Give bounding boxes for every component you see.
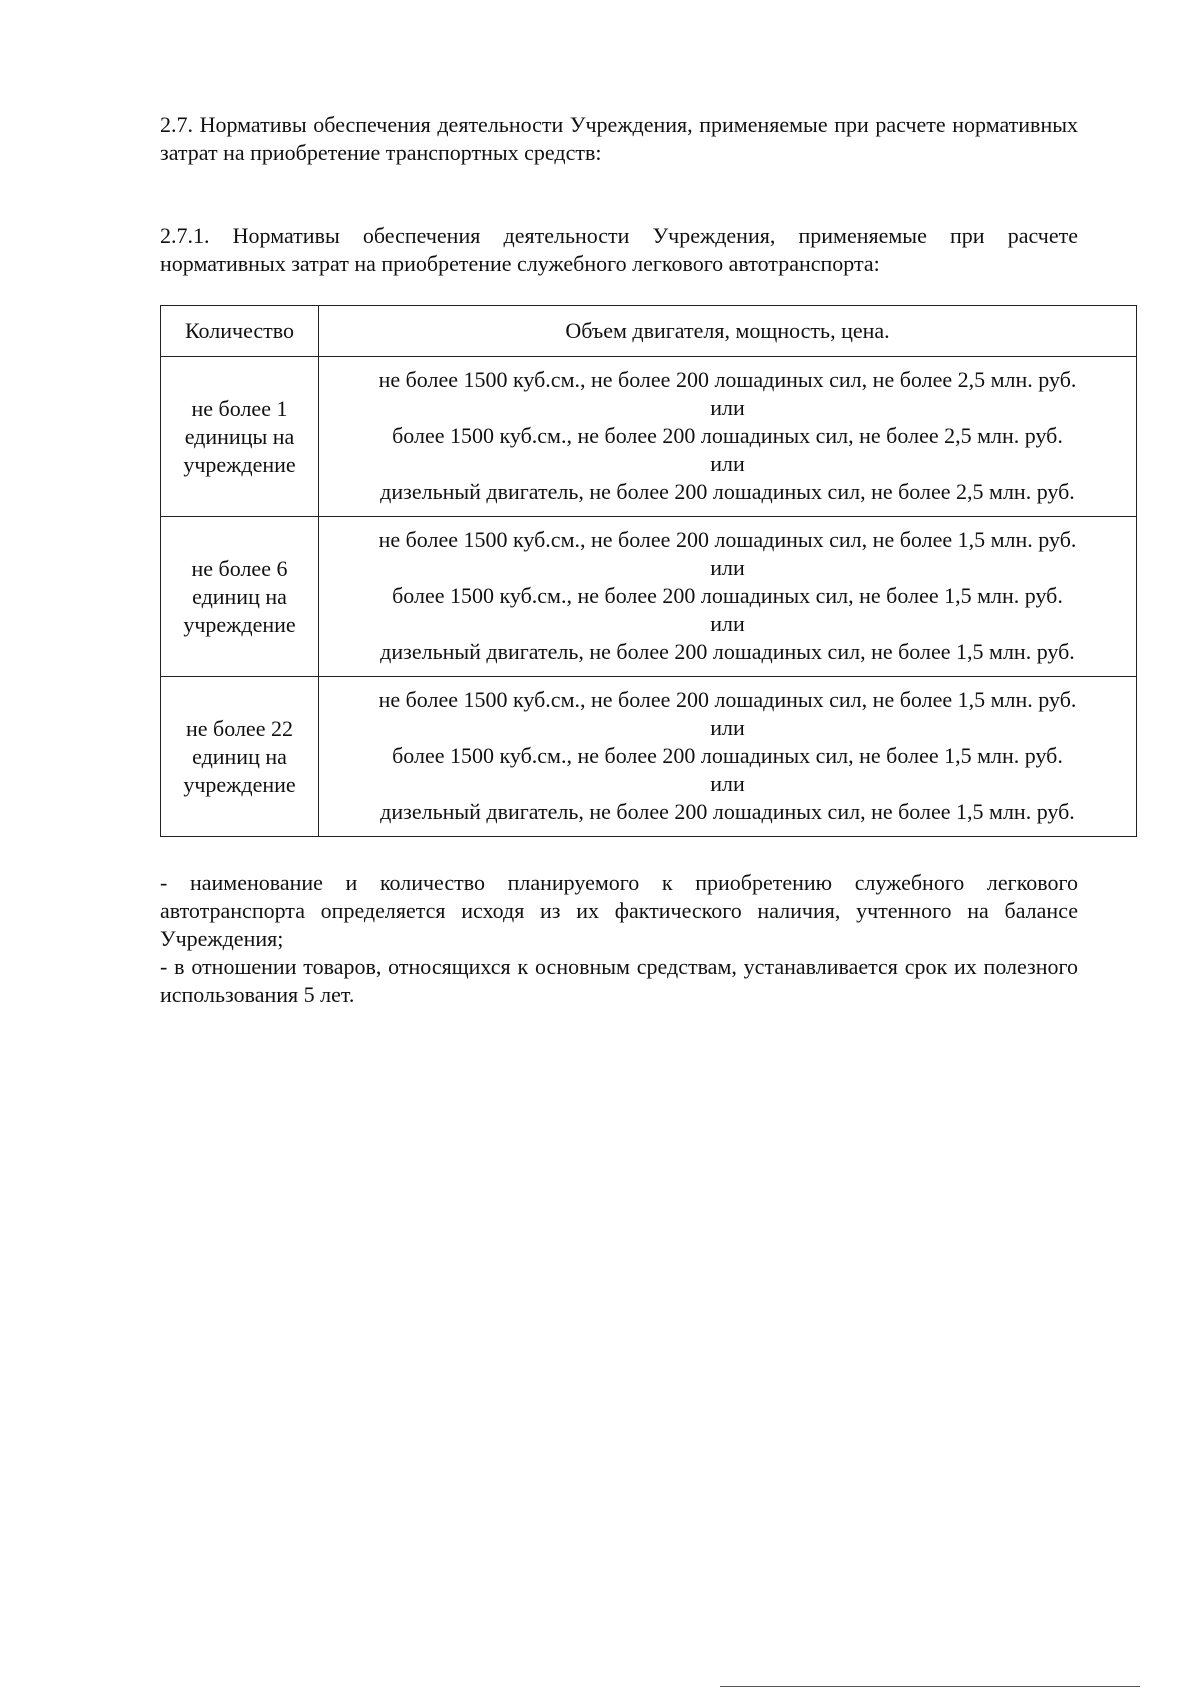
- quantity-cell: [161, 677, 319, 837]
- table-header-row: [161, 306, 1137, 357]
- quantity-line: учреждение: [183, 451, 296, 477]
- note-paragraph: - наименование и количество планируемого к приобретению служебного легкового автотранспорта определяется исходя из их фактического наличия, учтенного на балансе Учреждения;: [160, 870, 1078, 951]
- spec-cell: [319, 517, 1137, 677]
- table-row: [161, 677, 1137, 837]
- quantity-line: учреждение: [183, 611, 296, 637]
- quantity-cell: [161, 517, 319, 677]
- footer-divider: [720, 1686, 1140, 1687]
- table-row: [161, 357, 1137, 517]
- section-2-7-paragraph: 2.7. Нормативы обеспечения деятельности Учреждения, применяемые при расчете нормативных затрат на приобретение транспортных средств:: [160, 112, 1078, 165]
- notes-block: [160, 869, 1078, 1009]
- spec-cell: [319, 677, 1137, 837]
- quantity-line: не более 1: [191, 395, 288, 421]
- spec-line: более 1500 куб.см., не более 200 лошадиных сил, не более 1,5 млн. руб.: [392, 582, 1063, 608]
- spec-line: дизельный двигатель, не более 200 лошадиных сил, не более 1,5 млн. руб.: [380, 638, 1075, 664]
- spec-line: или: [710, 714, 745, 740]
- vehicle-norms-table: [160, 305, 1137, 837]
- quantity-line: не более 6: [191, 555, 288, 581]
- quantity-line: не более 22: [186, 715, 293, 741]
- spec-line: не более 1500 куб.см., не более 200 лошадиных сил, не более 2,5 млн. руб.: [378, 366, 1077, 392]
- spec-line: не более 1500 куб.см., не более 200 лошадиных сил, не более 1,5 млн. руб.: [378, 686, 1077, 712]
- spec-line: более 1500 куб.см., не более 200 лошадиных сил, не более 2,5 млн. руб.: [392, 422, 1063, 448]
- spec-line: или: [710, 554, 745, 580]
- spec-line: дизельный двигатель, не более 200 лошадиных сил, не более 1,5 млн. руб.: [380, 798, 1075, 824]
- spec-cell: [319, 357, 1137, 517]
- spec-line: или: [710, 450, 745, 476]
- spec-line: или: [710, 610, 745, 636]
- spec-line: более 1500 куб.см., не более 200 лошадиных сил, не более 1,5 млн. руб.: [392, 742, 1063, 768]
- quantity-line: единиц на: [192, 743, 287, 769]
- section-2-7-1-paragraph: 2.7.1. Нормативы обеспечения деятельности Учреждения, применяемые при расчете нормативных затрат на приобретение служебного легкового автотранспорта:: [160, 223, 1078, 276]
- quantity-cell: [161, 357, 319, 517]
- header-engine-spec: Объем двигателя, мощность, цена.: [319, 306, 1137, 357]
- spec-line: или: [710, 770, 745, 796]
- spec-line: или: [710, 394, 745, 420]
- header-quantity: Количество: [161, 306, 319, 357]
- note-paragraph: - в отношении товаров, относящихся к основным средствам, устанавливается срок их полезного использования 5 лет.: [160, 954, 1078, 1007]
- spec-line: дизельный двигатель, не более 200 лошадиных сил, не более 2,5 млн. руб.: [380, 478, 1075, 504]
- quantity-line: единиц на: [192, 583, 287, 609]
- quantity-line: единицы на: [184, 423, 295, 449]
- spec-line: не более 1500 куб.см., не более 200 лошадиных сил, не более 1,5 млн. руб.: [378, 526, 1077, 552]
- table-row: [161, 517, 1137, 677]
- quantity-line: учреждение: [183, 771, 296, 797]
